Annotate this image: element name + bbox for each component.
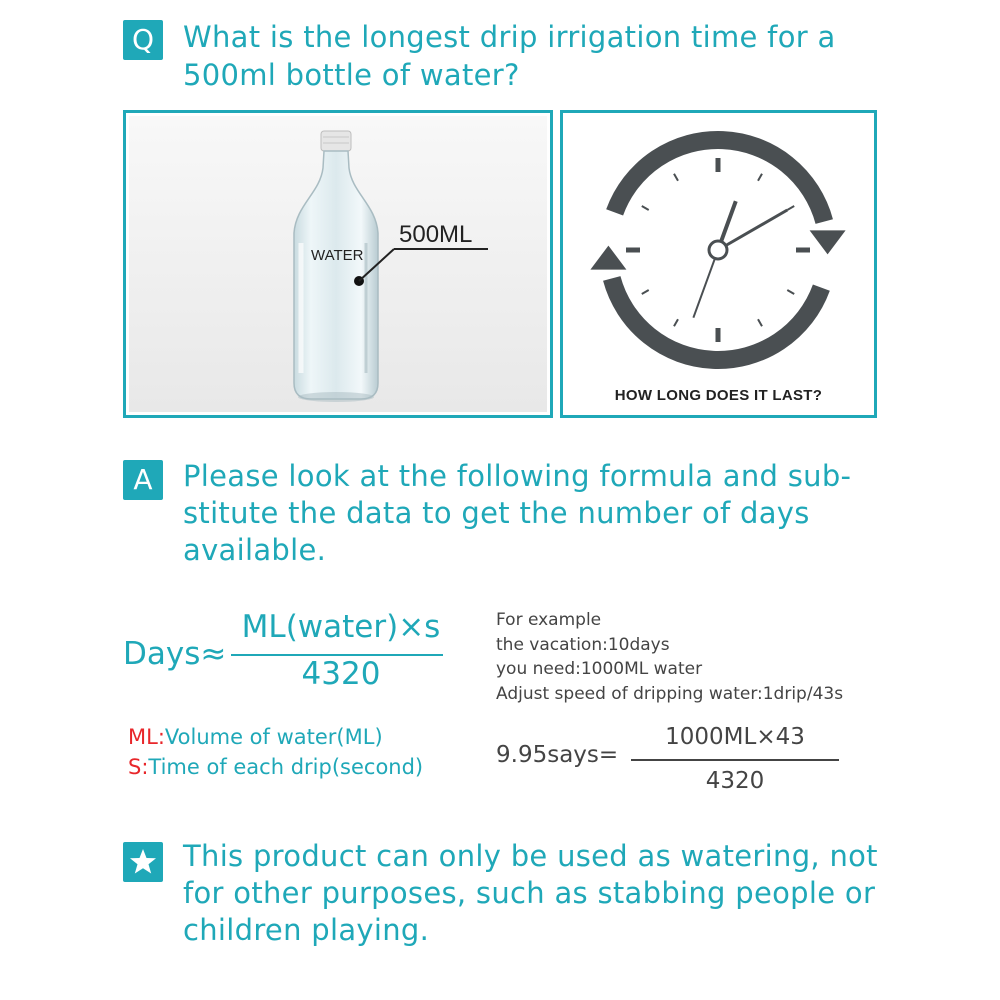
answer-text: Please look at the following formula and sub-stitute the data to get the number of days available. [183,459,852,567]
example-block [496,608,843,706]
example-line: For example [496,610,602,630]
clock-image-panel [560,110,877,418]
calculation-denominator: 4320 [705,768,765,794]
bottle-label-volume: 500ML [399,221,473,248]
clock-arrowhead-right [810,230,846,254]
answer-badge: A [123,460,163,500]
calculation-fraction-line [631,759,839,761]
clock-tick [642,206,649,210]
notice-text: This product can only be used as watering, not for other purposes, such as stabbing people or children playing. [183,839,878,947]
bottle-image-panel [123,110,553,418]
clock-tick [787,206,794,210]
formula-denominator: 4320 [301,656,381,692]
definition-key: ML: [128,725,165,749]
definitions-block [128,722,423,782]
example-line: Adjust speed of dripping water:1drip/43s [496,683,844,704]
water-bottle-illustration [126,113,550,415]
calculation-lhs: 9.95says= [496,742,619,768]
days-formula [123,606,453,696]
formula-lhs: Days≈ [123,636,227,672]
star-icon [123,842,163,882]
calculation-numerator: 1000ML×43 [665,724,805,750]
example-line: the vacation:10days [496,634,670,655]
clock-caption: HOW LONG DOES IT LAST? [614,387,823,404]
question-text: What is the longest drip irrigation time for a 500ml bottle of water? [183,20,836,92]
clock-tick [758,174,762,181]
clock-second-hand [693,250,718,318]
clock-tick [674,174,678,181]
definition-key: S: [128,755,149,779]
notice-badge [123,842,163,882]
clock-center [709,241,727,259]
formula-numerator: ML(water)×s [241,609,441,645]
definition-s [128,752,423,782]
definition-text: Volume of water(ML) [164,725,383,749]
question-badge: Q [123,20,163,60]
bottle-label-water: WATER [311,247,364,264]
definition-ml [128,722,423,752]
definition-text: Time of each drip(second) [148,755,424,779]
clock-tick [674,319,678,326]
clock-icon [563,113,874,415]
clock-tick [758,319,762,326]
clock-tick [642,290,649,294]
clock-tick [787,290,794,294]
example-line: you need:1000ML water [496,659,703,679]
clock-arrowhead-left [590,246,626,270]
example-calculation [496,722,856,802]
